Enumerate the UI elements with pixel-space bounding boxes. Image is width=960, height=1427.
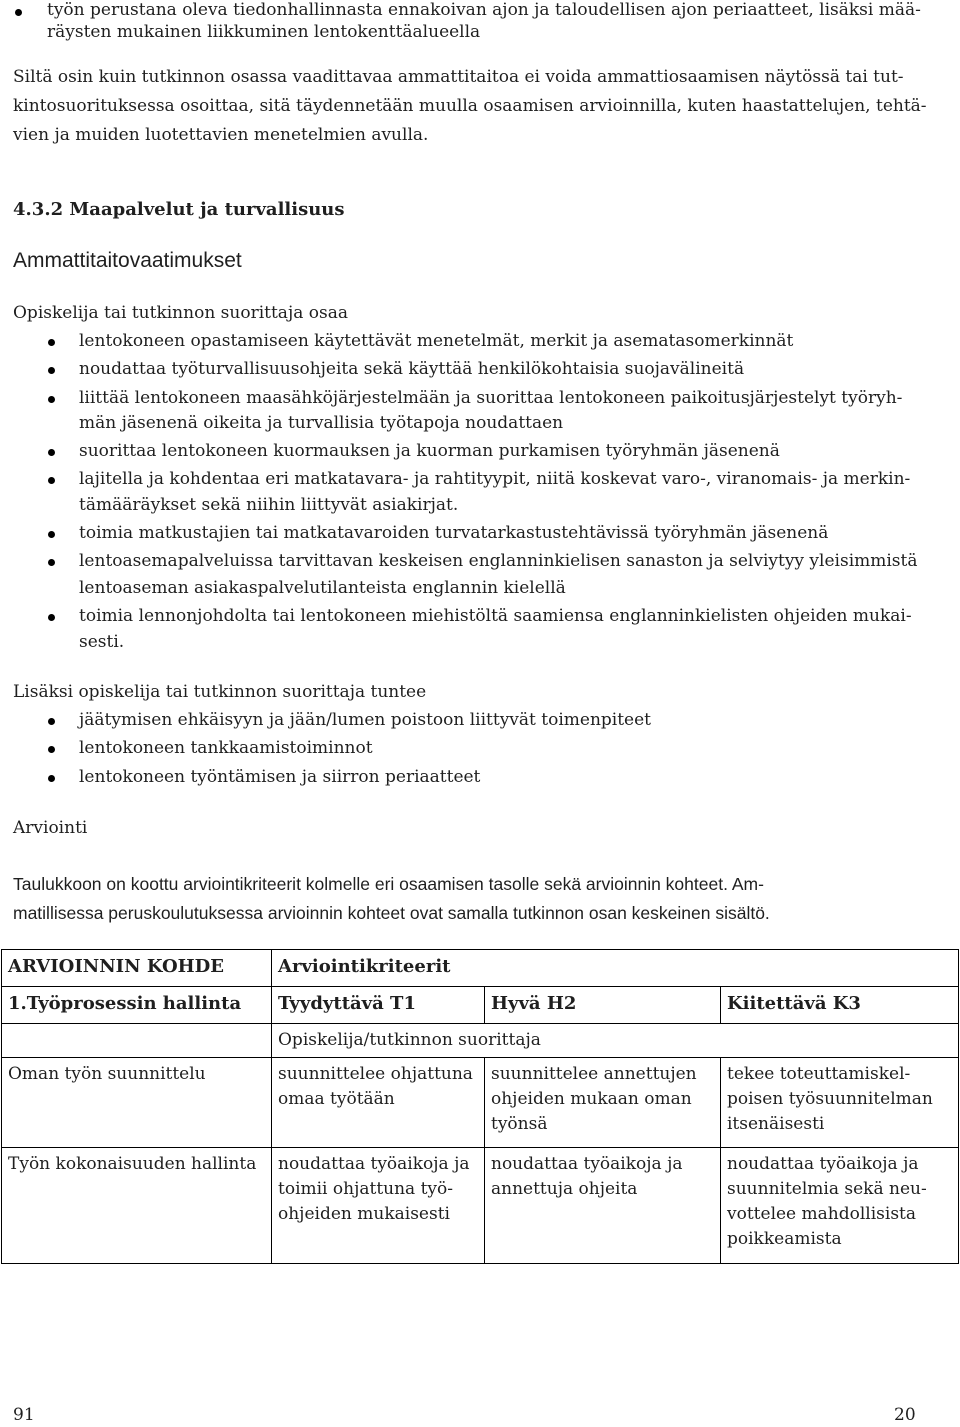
bullet-icon (48, 718, 55, 725)
cell-line: annettuja ohjeita (491, 1179, 638, 1199)
bullet-icon (48, 531, 55, 538)
assessment-table (1, 949, 959, 1264)
bullet-icon (48, 449, 55, 456)
table-cell (272, 1058, 485, 1148)
bullet-icon (48, 396, 55, 403)
assessment-heading: Arviointi (13, 818, 88, 838)
table-row-target: Työn kokonaisuuden hallinta (2, 1148, 272, 1264)
list-item-continuation: sesti. (79, 632, 125, 652)
bullet-icon (48, 477, 55, 484)
list-item: lentoasemapalveluissa tarvittavan keskeisen englanninkielisen sanaston ja selviytyy yleisimmistä (79, 551, 918, 571)
list-item: noudattaa työturvallisuusohjeita sekä käyttää henkilökohtaisia suojavälineitä (79, 359, 745, 379)
table-subject-row (2, 1024, 959, 1058)
list-item: jäätymisen ehkäisyyn ja jään/lumen poistoon liittyvät toimenpiteet (79, 710, 652, 730)
table-header-row (2, 950, 959, 987)
bullet-icon (48, 559, 55, 566)
table-header-target: ARVIOINNIN KOHDE (2, 950, 272, 987)
table-levels-row (2, 987, 959, 1024)
additional-lead: Lisäksi opiskelija tai tutkinnon suorittaja tuntee (13, 682, 427, 702)
cell-line: vottelee mahdollisista (727, 1204, 917, 1224)
bullet-icon (48, 614, 55, 621)
cell-line: ohjeiden mukaisesti (278, 1204, 450, 1224)
table-cell (485, 1148, 721, 1264)
table-cell (485, 1058, 721, 1148)
requirements-lead: Opiskelija tai tutkinnon suorittaja osaa (13, 303, 348, 323)
list-item: toimia lennonjohdolta tai lentokoneen miehistöltä saamiensa englanninkielisten ohjeiden mukai- (79, 606, 912, 626)
intro-paragraph-line-1: Siltä osin kuin tutkinnon osassa vaadittavaa ammattitaitoa ei voida ammattiosaamisen näytössä tai tut- (13, 67, 904, 87)
page-number-right: 20 (894, 1405, 916, 1425)
cell-line: tekee toteuttamiskel- (727, 1064, 911, 1084)
intro-paragraph-line-2: kintosuorituksessa osoittaa, sitä täydennetään muulla osaamisen arvioinnilla, kuten haastattelujen, tehtä- (13, 96, 927, 116)
assessment-note-line-1: Taulukkoon on koottu arviointikriteerit kolmelle eri osaamisen tasolle sekä arvioinnin kohteet. Am- (13, 874, 764, 894)
cell-line: toimii ohjattuna työ- (278, 1179, 454, 1199)
intro-paragraph-line-3: vien ja muiden luotettavien menetelmien avulla. (13, 125, 429, 145)
list-item: lajitella ja kohdentaa eri matkatavara- ja rahtityypit, niitä koskevat varo-, viranomais- ja merkin- (79, 469, 911, 489)
cell-line: suunnittelee annettujen (491, 1064, 697, 1084)
cell-line: suunnittelee ohjattuna (278, 1064, 473, 1084)
table-header-criteria: Arviointikriteerit (272, 950, 959, 987)
cell-line: poikkeamista (727, 1229, 842, 1249)
section-heading: 4.3.2 Maapalvelut ja turvallisuus (13, 199, 345, 220)
list-item: lentokoneen työntämisen ja siirron periaatteet (79, 767, 481, 787)
list-item-continuation: män jäsenenä oikeita ja turvallisia työtapoja noudattaen (79, 413, 564, 433)
level-k3: Kiitettävä K3 (721, 987, 959, 1024)
table-row (2, 1058, 959, 1148)
cell-line: työnsä (491, 1114, 548, 1134)
list-item-continuation: tämääräykset sekä niihin liittyvät asiakirjat. (79, 495, 459, 515)
requirements-heading: Ammattitaitovaatimukset (13, 249, 242, 272)
list-item: suorittaa lentokoneen kuormauksen ja kuorman purkamisen työryhmän jäsenenä (79, 441, 780, 461)
cell-line: omaa työtään (278, 1089, 395, 1109)
assessment-note-line-2: matillisessa peruskoulutuksessa arvioinnin kohteet ovat samalla tutkinnon osan keskeinen sisältö. (13, 903, 770, 923)
list-item: lentokoneen opastamiseen käytettävät menetelmät, merkit ja asematasomerkinnät (79, 331, 794, 351)
cell-line: itsenäisesti (727, 1114, 825, 1134)
page-number-left: 91 (13, 1405, 35, 1425)
table-row (2, 1148, 959, 1264)
cell-line: noudattaa työaikoja ja (278, 1154, 470, 1174)
bullet-icon (48, 339, 55, 346)
level-h2: Hyvä H2 (485, 987, 721, 1024)
table-subject-line: Opiskelija/tutkinnon suorittaja (272, 1024, 959, 1058)
bullet-icon (48, 746, 55, 753)
bullet-icon (48, 775, 55, 782)
table-row-target: Oman työn suunnittelu (2, 1058, 272, 1148)
list-item-continuation: lentoaseman asiakaspalvelutilanteista englannin kielellä (79, 578, 566, 598)
bullet-icon (48, 367, 55, 374)
cell-line: noudattaa työaikoja ja (727, 1154, 919, 1174)
table-section-title: 1.Työprosessin hallinta (2, 987, 272, 1024)
top-bullet-line-1: työn perustana oleva tiedonhallinnasta ennakoivan ajon ja taloudellisen ajon periaatteet, lisäksi mää- (47, 0, 921, 20)
table-cell (272, 1148, 485, 1264)
list-item: lentokoneen tankkaamistoiminnot (79, 738, 373, 758)
list-item: liittää lentokoneen maasähköjärjestelmään ja suorittaa lentokoneen paikoitusjärjestelyt työryh- (79, 388, 903, 408)
table-cell (721, 1058, 959, 1148)
cell-line: noudattaa työaikoja ja (491, 1154, 683, 1174)
cell-line: ohjeiden mukaan oman (491, 1089, 692, 1109)
cell-line: suunnitelmia sekä neu- (727, 1179, 927, 1199)
cell-line: poisen työsuunnitelman (727, 1089, 933, 1109)
list-item: toimia matkustajien tai matkatavaroiden turvatarkastustehtävissä työryhmän jäsenenä (79, 523, 829, 543)
table-cell (2, 1024, 272, 1058)
top-bullet-line-2: räysten mukainen liikkuminen lentokenttäalueella (47, 22, 481, 42)
bullet-icon (15, 9, 22, 16)
table-cell (721, 1148, 959, 1264)
level-t1: Tyydyttävä T1 (272, 987, 485, 1024)
